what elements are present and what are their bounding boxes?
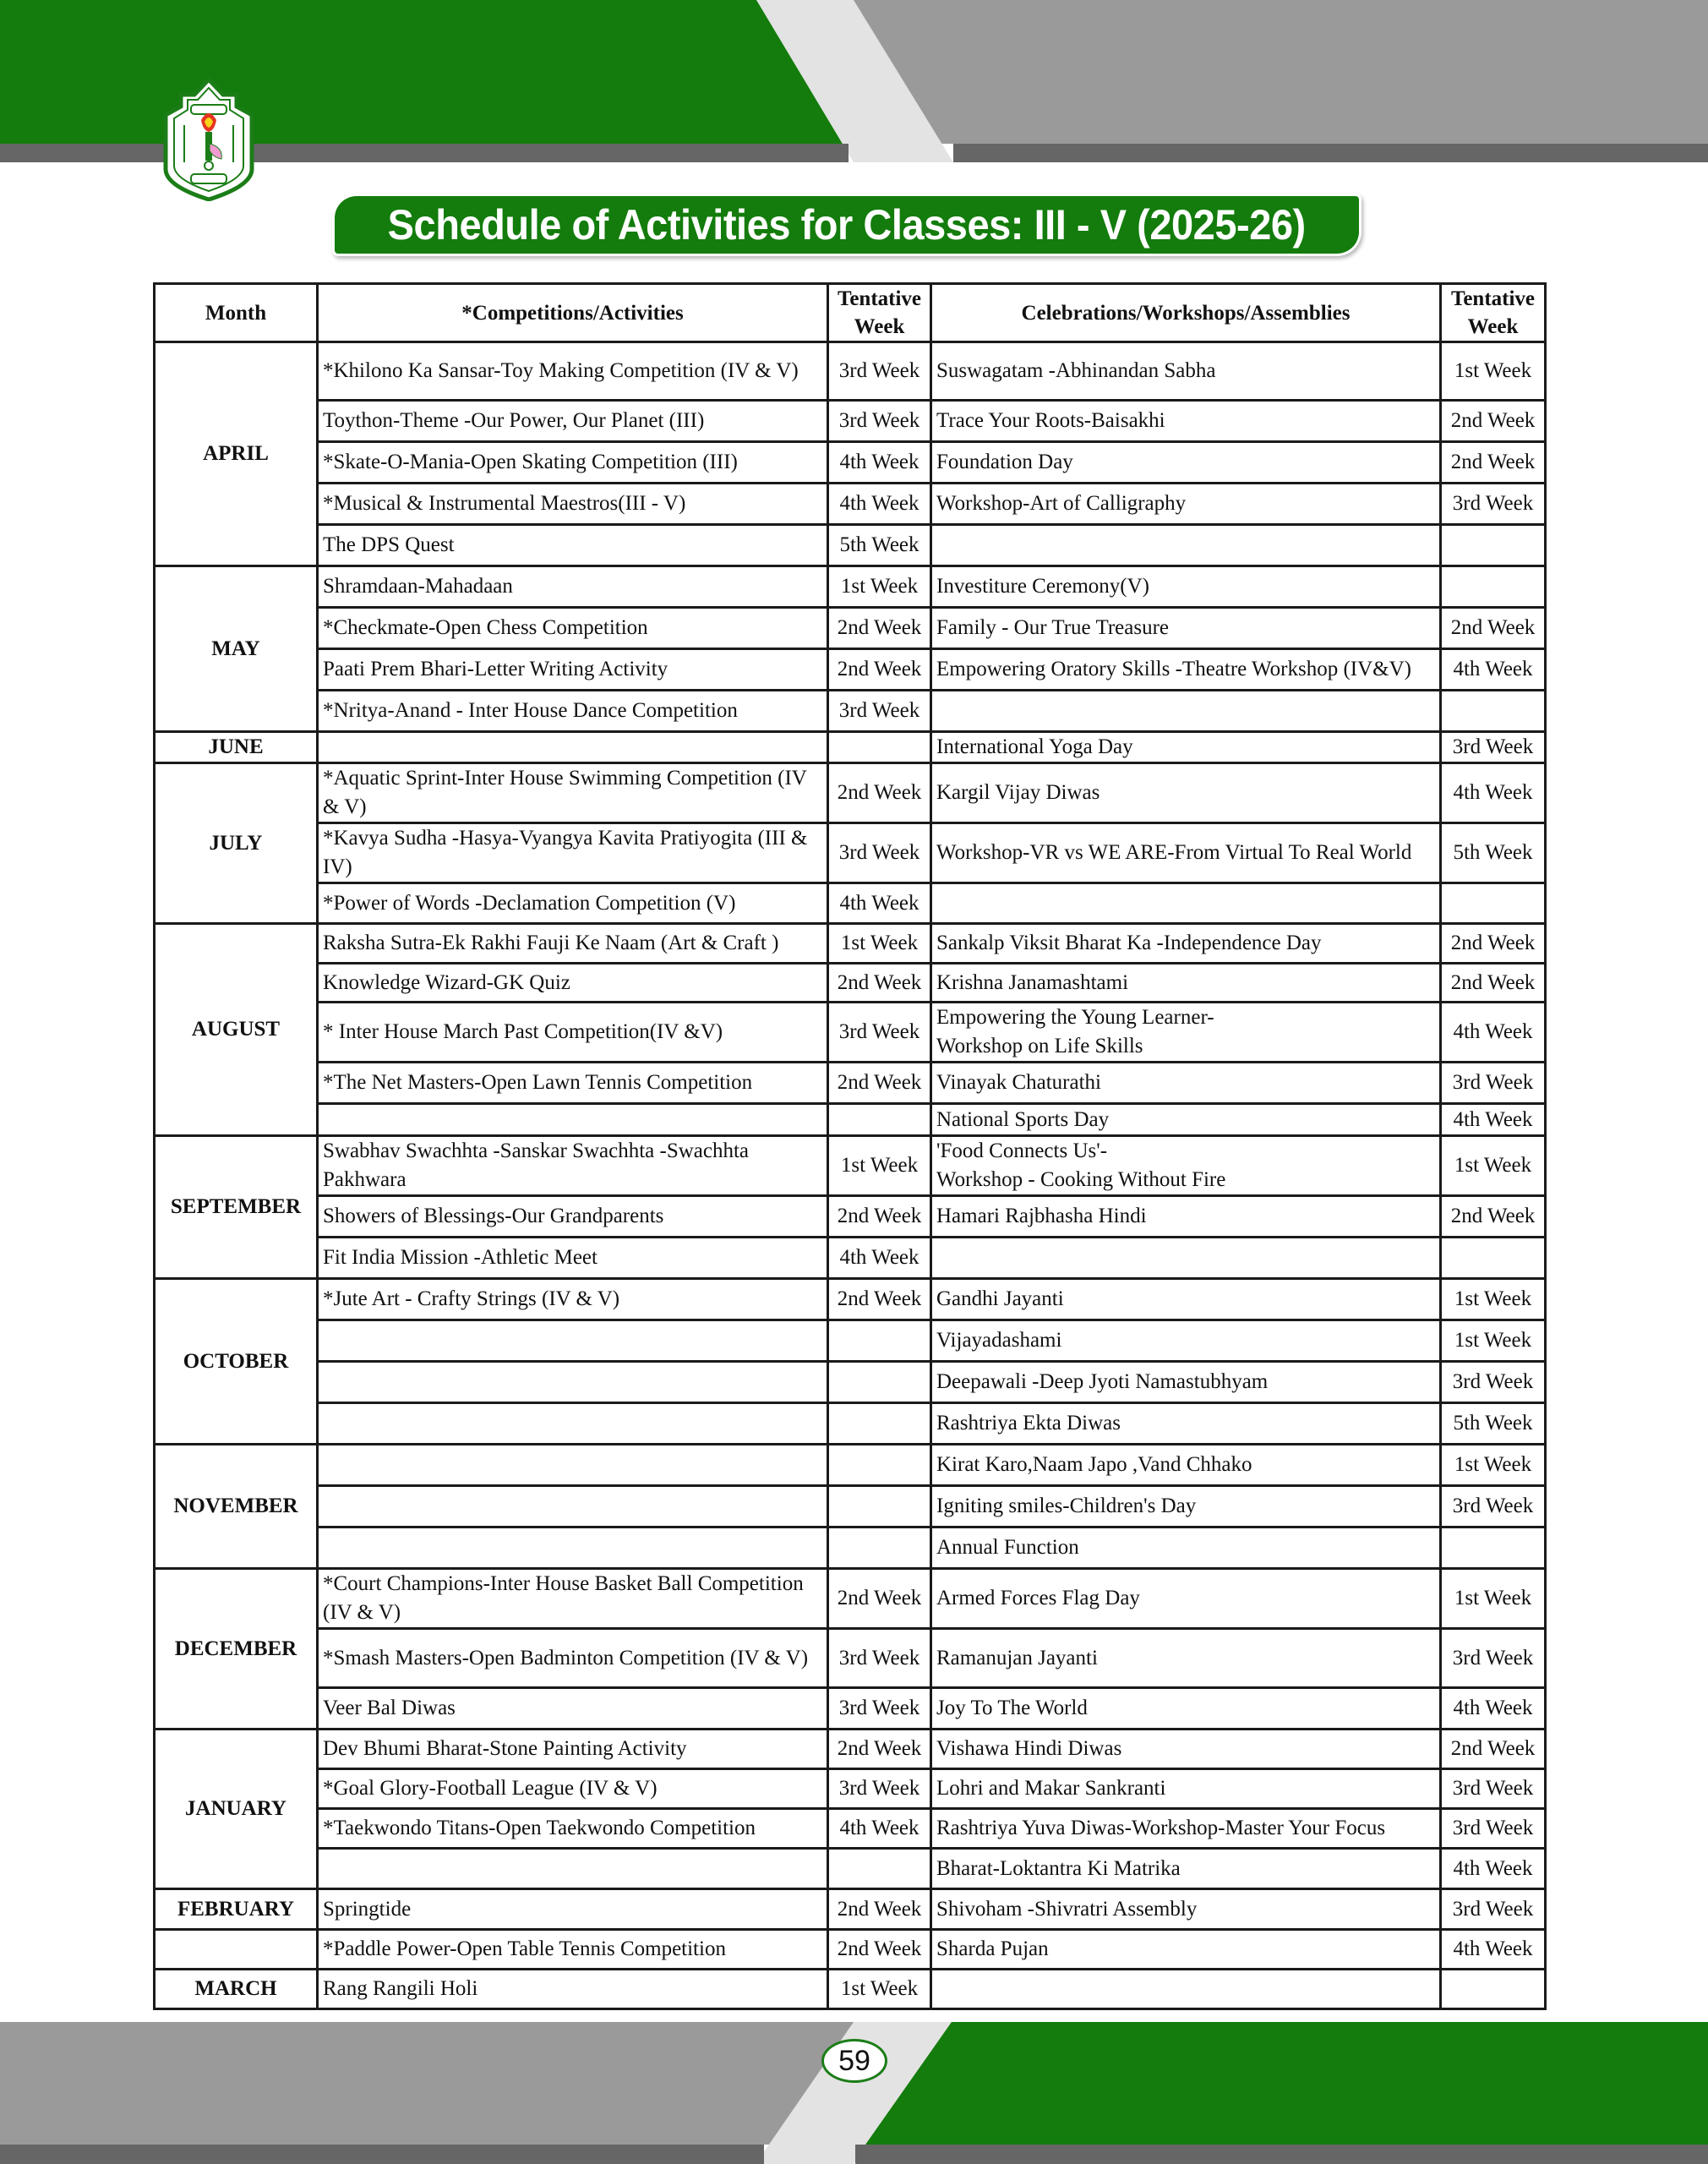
table-row <box>155 1445 1546 1486</box>
activity-week-cell: 4th Week <box>828 883 931 924</box>
activity-cell: *Power of Words -Declamation Competition (V) <box>318 883 828 924</box>
activity-cell: Fit India Mission -Athletic Meet <box>318 1238 828 1279</box>
table-row <box>155 1688 1546 1730</box>
activity-cell: The DPS Quest <box>318 525 828 566</box>
activity-cell: *Checkmate-Open Chess Competition <box>318 608 828 649</box>
activity-cell: *Jute Art - Crafty Strings (IV & V) <box>318 1279 828 1320</box>
column-header-celebration-week: Tentative Week <box>1441 284 1546 342</box>
celebration-week-cell: 3rd Week <box>1441 1769 1546 1809</box>
month-cell: MAY <box>155 566 318 732</box>
activity-week-cell <box>828 1486 931 1527</box>
activity-cell <box>318 1104 828 1136</box>
table-row <box>155 1196 1546 1238</box>
table-row <box>155 823 1546 883</box>
activity-cell: *Aquatic Sprint-Inter House Swimming Competition (IV & V) <box>318 763 828 823</box>
celebration-cell: Igniting smiles-Children's Day <box>931 1486 1441 1527</box>
school-logo-icon <box>159 78 259 201</box>
activity-week-cell <box>828 1104 931 1136</box>
celebration-week-cell: 5th Week <box>1441 823 1546 883</box>
activity-cell <box>318 1445 828 1486</box>
celebration-cell: Armed Forces Flag Day <box>931 1569 1441 1629</box>
activity-cell <box>318 1362 828 1403</box>
celebration-week-cell: 4th Week <box>1441 1930 1546 1970</box>
column-header-celebrations: Celebrations/Workshops/Assemblies <box>931 284 1441 342</box>
celebration-week-cell: 5th Week <box>1441 1403 1546 1445</box>
celebration-cell: Hamari Rajbhasha Hindi <box>931 1196 1441 1238</box>
celebration-week-cell: 3rd Week <box>1441 1063 1546 1104</box>
table-row <box>155 1279 1546 1320</box>
celebration-cell: Investiture Ceremony(V) <box>931 566 1441 608</box>
table-row <box>155 1769 1546 1809</box>
activity-week-cell: 2nd Week <box>828 1889 931 1930</box>
activity-week-cell: 3rd Week <box>828 691 931 732</box>
celebration-cell: Joy To The World <box>931 1688 1441 1730</box>
footer-dark-strip-left <box>0 2145 764 2164</box>
table-row <box>155 566 1546 608</box>
activity-week-cell: 2nd Week <box>828 649 931 691</box>
table-row <box>155 401 1546 442</box>
title-box <box>335 196 1359 254</box>
activity-cell: Raksha Sutra-Ek Rakhi Fauji Ke Naam (Art & Craft ) <box>318 924 828 964</box>
celebration-cell: Vijayadashami <box>931 1320 1441 1362</box>
activity-cell: *Skate-O-Mania-Open Skating Competition (III) <box>318 442 828 484</box>
month-cell: APRIL <box>155 342 318 566</box>
footer-green-panel <box>865 2022 1708 2145</box>
table-row <box>155 1320 1546 1362</box>
celebration-week-cell: 3rd Week <box>1441 1362 1546 1403</box>
activity-cell: *Goal Glory-Football League (IV & V) <box>318 1769 828 1809</box>
activity-week-cell: 2nd Week <box>828 1730 931 1769</box>
schedule-table <box>153 282 1547 2010</box>
month-cell: AUGUST <box>155 924 318 1136</box>
activity-cell <box>318 732 828 763</box>
celebration-week-cell: 3rd Week <box>1441 1889 1546 1930</box>
month-cell: OCTOBER <box>155 1279 318 1445</box>
table-row <box>155 1809 1546 1849</box>
activity-week-cell: 3rd Week <box>828 401 931 442</box>
celebration-week-cell: 1st Week <box>1441 1320 1546 1362</box>
activity-cell: *Paddle Power-Open Table Tennis Competition <box>318 1930 828 1970</box>
celebration-cell: Sharda Pujan <box>931 1930 1441 1970</box>
month-cell: FEBRUARY <box>155 1889 318 1930</box>
celebration-cell: Gandhi Jayanti <box>931 1279 1441 1320</box>
activity-week-cell: 4th Week <box>828 442 931 484</box>
table-row <box>155 964 1546 1003</box>
activity-week-cell: 1st Week <box>828 924 931 964</box>
activity-cell: *Smash Masters-Open Badminton Competition (IV & V) <box>318 1629 828 1688</box>
celebration-cell: Lohri and Makar Sankranti <box>931 1769 1441 1809</box>
celebration-week-cell: 4th Week <box>1441 1688 1546 1730</box>
celebration-week-cell: 1st Week <box>1441 1136 1546 1196</box>
celebration-cell: Ramanujan Jayanti <box>931 1629 1441 1688</box>
activity-week-cell: 4th Week <box>828 484 931 525</box>
celebration-cell: Workshop-Art of Calligraphy <box>931 484 1441 525</box>
activity-week-cell: 5th Week <box>828 525 931 566</box>
activity-week-cell: 3rd Week <box>828 1003 931 1063</box>
activity-week-cell: 4th Week <box>828 1238 931 1279</box>
celebration-week-cell: 3rd Week <box>1441 1809 1546 1849</box>
celebration-cell: Empowering the Young Learner- Workshop on Life Skills <box>931 1003 1441 1063</box>
celebration-week-cell: 3rd Week <box>1441 1629 1546 1688</box>
activity-cell: Swabhav Swachhta -Sanskar Swachhta -Swachhta Pakhwara <box>318 1136 828 1196</box>
activity-cell <box>318 1527 828 1569</box>
header-dark-strip-left <box>0 144 849 162</box>
column-header-activities: *Competitions/Activities <box>318 284 828 342</box>
table-row <box>155 924 1546 964</box>
table-row <box>155 1238 1546 1279</box>
celebration-cell: Foundation Day <box>931 442 1441 484</box>
month-cell: JANUARY <box>155 1730 318 1889</box>
table-row <box>155 1003 1546 1063</box>
activity-week-cell: 2nd Week <box>828 1196 931 1238</box>
table-row <box>155 1527 1546 1569</box>
celebration-cell: Empowering Oratory Skills -Theatre Workshop (IV&V) <box>931 649 1441 691</box>
activity-week-cell <box>828 1445 931 1486</box>
table-row <box>155 883 1546 924</box>
celebration-week-cell: 1st Week <box>1441 1569 1546 1629</box>
celebration-week-cell: 4th Week <box>1441 649 1546 691</box>
activity-week-cell: 2nd Week <box>828 1569 931 1629</box>
month-cell: DECEMBER <box>155 1569 318 1730</box>
celebration-cell: Workshop-VR vs WE ARE-From Virtual To Real World <box>931 823 1441 883</box>
activity-cell: Shramdaan-Mahadaan <box>318 566 828 608</box>
table-row <box>155 525 1546 566</box>
celebration-week-cell: 2nd Week <box>1441 442 1546 484</box>
activity-week-cell <box>828 1849 931 1889</box>
celebration-week-cell: 2nd Week <box>1441 1730 1546 1769</box>
activity-week-cell: 1st Week <box>828 566 931 608</box>
celebration-cell: Suswagatam -Abhinandan Sabha <box>931 342 1441 401</box>
table-row <box>155 1063 1546 1104</box>
celebration-week-cell <box>1441 525 1546 566</box>
celebration-week-cell: 4th Week <box>1441 763 1546 823</box>
month-cell: JULY <box>155 763 318 924</box>
table-row <box>155 732 1546 763</box>
activity-cell <box>318 1403 828 1445</box>
table-row <box>155 691 1546 732</box>
celebration-cell: Trace Your Roots-Baisakhi <box>931 401 1441 442</box>
celebration-cell: Krishna Janamashtami <box>931 964 1441 1003</box>
celebration-week-cell <box>1441 1970 1546 2009</box>
celebration-week-cell: 4th Week <box>1441 1003 1546 1063</box>
celebration-cell <box>931 1238 1441 1279</box>
table-row <box>155 1569 1546 1629</box>
header-dark-strip-right <box>953 144 1708 162</box>
table-row <box>155 1730 1546 1769</box>
celebration-cell: Rashtriya Yuva Diwas-Workshop-Master Your Focus <box>931 1809 1441 1849</box>
table-row <box>155 1930 1546 1970</box>
activity-week-cell: 2nd Week <box>828 1279 931 1320</box>
column-header-month: Month <box>155 284 318 342</box>
activity-week-cell: 2nd Week <box>828 1063 931 1104</box>
activity-cell <box>318 1849 828 1889</box>
celebration-cell <box>931 525 1441 566</box>
activity-week-cell <box>828 1403 931 1445</box>
activity-week-cell: 3rd Week <box>828 1688 931 1730</box>
month-cell: JUNE <box>155 732 318 763</box>
celebration-week-cell <box>1441 691 1546 732</box>
month-cell <box>155 1930 318 1970</box>
activity-cell: *Kavya Sudha -Hasya-Vyangya Kavita Pratiyogita (III & IV) <box>318 823 828 883</box>
celebration-cell: Annual Function <box>931 1527 1441 1569</box>
activity-cell: *Taekwondo Titans-Open Taekwondo Competition <box>318 1809 828 1849</box>
activity-week-cell: 1st Week <box>828 1136 931 1196</box>
activity-week-cell: 1st Week <box>828 1970 931 2009</box>
celebration-week-cell <box>1441 883 1546 924</box>
schedule-table-body <box>155 342 1546 2009</box>
celebration-week-cell: 1st Week <box>1441 1445 1546 1486</box>
celebration-cell: Vinayak Chaturathi <box>931 1063 1441 1104</box>
table-row <box>155 1362 1546 1403</box>
table-header-row <box>155 284 1546 342</box>
table-row <box>155 649 1546 691</box>
table-row <box>155 484 1546 525</box>
table-row <box>155 1629 1546 1688</box>
page-title-banner <box>335 196 1364 257</box>
activity-cell: Knowledge Wizard-GK Quiz <box>318 964 828 1003</box>
celebration-cell <box>931 691 1441 732</box>
celebration-cell: Shivoham -Shivratri Assembly <box>931 1889 1441 1930</box>
celebration-cell: Sankalp Viksit Bharat Ka -Independence Day <box>931 924 1441 964</box>
celebration-cell <box>931 883 1441 924</box>
page-number: 59 <box>821 2039 887 2083</box>
activity-cell: *Court Champions-Inter House Basket Ball Competition (IV & V) <box>318 1569 828 1629</box>
activity-cell: * Inter House March Past Competition(IV &V) <box>318 1003 828 1063</box>
table-row <box>155 1403 1546 1445</box>
celebration-week-cell: 2nd Week <box>1441 964 1546 1003</box>
table-row <box>155 608 1546 649</box>
celebration-cell: International Yoga Day <box>931 732 1441 763</box>
celebration-week-cell: 3rd Week <box>1441 484 1546 525</box>
celebration-week-cell: 3rd Week <box>1441 1486 1546 1527</box>
month-cell: NOVEMBER <box>155 1445 318 1569</box>
activity-week-cell: 2nd Week <box>828 1930 931 1970</box>
celebration-cell: Deepawali -Deep Jyoti Namastubhyam <box>931 1362 1441 1403</box>
celebration-week-cell: 1st Week <box>1441 1279 1546 1320</box>
activity-cell: Springtide <box>318 1889 828 1930</box>
activity-week-cell: 2nd Week <box>828 763 931 823</box>
table-row <box>155 1889 1546 1930</box>
celebration-cell: Kargil Vijay Diwas <box>931 763 1441 823</box>
activity-week-cell: 3rd Week <box>828 1629 931 1688</box>
activity-cell: Paati Prem Bhari-Letter Writing Activity <box>318 649 828 691</box>
activity-cell: Showers of Blessings-Our Grandparents <box>318 1196 828 1238</box>
celebration-week-cell: 2nd Week <box>1441 924 1546 964</box>
month-cell: MARCH <box>155 1970 318 2009</box>
table-row <box>155 1849 1546 1889</box>
activity-cell <box>318 1320 828 1362</box>
celebration-week-cell <box>1441 1238 1546 1279</box>
celebration-week-cell: 4th Week <box>1441 1849 1546 1889</box>
activity-cell: Rang Rangili Holi <box>318 1970 828 2009</box>
activity-week-cell <box>828 1362 931 1403</box>
celebration-week-cell: 4th Week <box>1441 1104 1546 1136</box>
celebration-week-cell <box>1441 1527 1546 1569</box>
celebration-cell: Vishawa Hindi Diwas <box>931 1730 1441 1769</box>
activity-week-cell: 4th Week <box>828 1809 931 1849</box>
table-row <box>155 442 1546 484</box>
celebration-week-cell: 2nd Week <box>1441 401 1546 442</box>
header-green-panel <box>0 0 849 144</box>
celebration-week-cell: 3rd Week <box>1441 732 1546 763</box>
activity-cell: Dev Bhumi Bharat-Stone Painting Activity <box>318 1730 828 1769</box>
page-title: Schedule of Activities for Classes: III - V (2025-26) <box>387 201 1307 249</box>
activity-cell: *Khilono Ka Sansar-Toy Making Competition (IV & V) <box>318 342 828 401</box>
activity-cell: *Musical & Instrumental Maestros(III - V) <box>318 484 828 525</box>
celebration-cell: Kirat Karo,Naam Japo ,Vand Chhako <box>931 1445 1441 1486</box>
celebration-week-cell: 2nd Week <box>1441 608 1546 649</box>
celebration-cell <box>931 1970 1441 2009</box>
table-row <box>155 1104 1546 1136</box>
celebration-cell: Bharat-Loktantra Ki Matrika <box>931 1849 1441 1889</box>
activity-cell: *The Net Masters-Open Lawn Tennis Competition <box>318 1063 828 1104</box>
table-row <box>155 1486 1546 1527</box>
celebration-cell: Rashtriya Ekta Diwas <box>931 1403 1441 1445</box>
celebration-cell: National Sports Day <box>931 1104 1441 1136</box>
activity-cell: Veer Bal Diwas <box>318 1688 828 1730</box>
footer-dark-strip-right <box>855 2145 1708 2164</box>
activity-week-cell: 3rd Week <box>828 1769 931 1809</box>
table-row <box>155 342 1546 401</box>
celebration-week-cell: 1st Week <box>1441 342 1546 401</box>
activity-week-cell <box>828 1320 931 1362</box>
column-header-activity-week: Tentative Week <box>828 284 931 342</box>
activity-cell: *Nritya-Anand - Inter House Dance Competition <box>318 691 828 732</box>
celebration-week-cell <box>1441 566 1546 608</box>
activity-week-cell: 2nd Week <box>828 964 931 1003</box>
activity-week-cell <box>828 732 931 763</box>
activity-week-cell <box>828 1527 931 1569</box>
table-row <box>155 1970 1546 2009</box>
table-row <box>155 763 1546 823</box>
activity-cell <box>318 1486 828 1527</box>
celebration-cell: 'Food Connects Us'- Workshop - Cooking Without Fire <box>931 1136 1441 1196</box>
celebration-week-cell: 2nd Week <box>1441 1196 1546 1238</box>
activity-cell: Toython-Theme -Our Power, Our Planet (III) <box>318 401 828 442</box>
celebration-cell: Family - Our True Treasure <box>931 608 1441 649</box>
activity-week-cell: 3rd Week <box>828 823 931 883</box>
month-cell: SEPTEMBER <box>155 1136 318 1279</box>
table-row <box>155 1136 1546 1196</box>
activity-week-cell: 3rd Week <box>828 342 931 401</box>
activity-week-cell: 2nd Week <box>828 608 931 649</box>
